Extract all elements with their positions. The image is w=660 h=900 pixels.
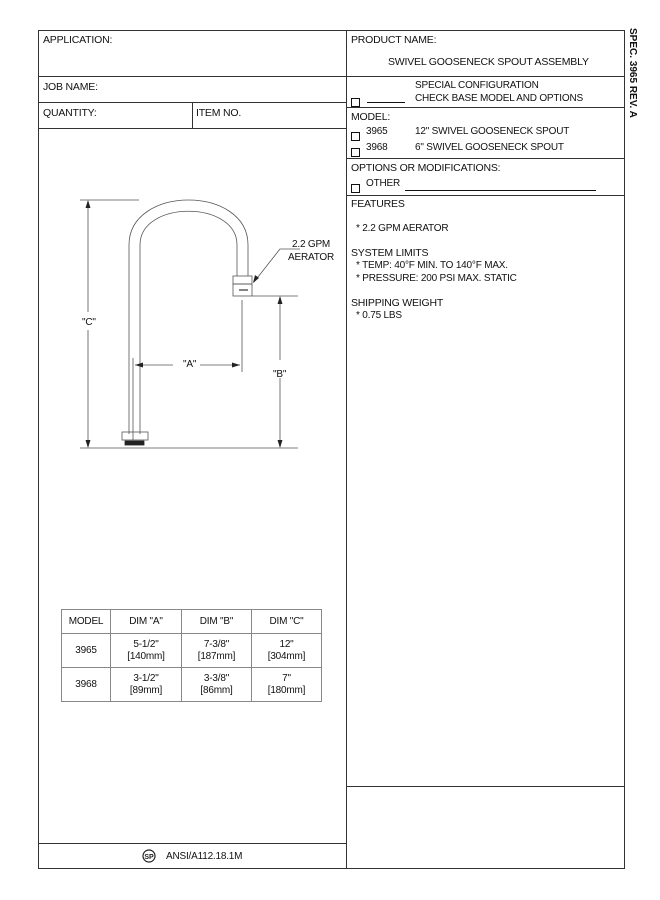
special-config-line1: SPECIAL CONFIGURATION	[415, 80, 539, 91]
divider	[38, 843, 346, 844]
divider	[38, 76, 346, 77]
divider	[346, 786, 625, 787]
gooseneck-spout-drawing	[70, 190, 350, 460]
table-header: DIM "B"	[182, 610, 252, 634]
special-config-line2: CHECK BASE MODEL AND OPTIONS	[415, 93, 583, 104]
table-cell-model: 3968	[62, 668, 111, 702]
table-cell	[111, 668, 182, 702]
other-checkbox[interactable]	[351, 179, 360, 197]
aerator-label: 2.2 GPM	[292, 239, 331, 250]
quantity-label: QUANTITY:	[43, 107, 97, 119]
divider	[346, 195, 625, 196]
application-field[interactable]	[40, 48, 344, 74]
table-cell-model: 3965	[62, 634, 111, 668]
svg-text:SP: SP	[144, 854, 154, 861]
divider	[346, 107, 625, 108]
item-no-label: ITEM NO.	[196, 107, 242, 119]
table-cell	[111, 634, 182, 668]
divider	[346, 158, 625, 159]
table-cell	[252, 634, 322, 668]
divider	[346, 76, 625, 77]
table-cell	[252, 668, 322, 702]
special-config-blank[interactable]	[367, 102, 405, 103]
product-name: SWIVEL GOOSENECK SPOUT ASSEMBLY	[388, 56, 589, 68]
dim-in: 7-3/8"	[203, 638, 230, 650]
table-header: DIM "A"	[111, 610, 182, 634]
table-header: DIM "C"	[252, 610, 322, 634]
features-title: FEATURES	[351, 198, 405, 210]
model-description: 12" SWIVEL GOOSENECK SPOUT	[415, 126, 570, 137]
dim-in: 3-1/2"	[133, 672, 159, 684]
table-row	[62, 634, 322, 668]
spec-number: SPEC. 3965 REV. A	[627, 28, 638, 118]
shipping-weight-item: * 0.75 LBS	[356, 310, 402, 321]
csa-icon	[142, 849, 156, 863]
system-limit-item: * TEMP: 40°F MIN. TO 140°F MAX.	[356, 260, 508, 271]
shipping-weight-title: SHIPPING WEIGHT	[351, 297, 444, 309]
other-label: OTHER	[366, 178, 401, 189]
aerator-label: AERATOR	[288, 252, 335, 263]
other-input-line[interactable]	[405, 190, 596, 191]
model-3968-checkbox[interactable]	[351, 143, 360, 161]
model-number: 3965	[366, 126, 388, 137]
job-name-label: JOB NAME:	[43, 81, 98, 93]
dim-in: 3-3/8"	[203, 672, 230, 684]
dimensions-table	[61, 609, 322, 702]
dim-b-label: "B"	[273, 369, 287, 380]
model-label: MODEL:	[351, 111, 391, 123]
dim-mm: [180mm]	[267, 684, 306, 696]
ansi-standard: ANSI/A112.18.1M	[166, 851, 243, 862]
table-row	[62, 668, 322, 702]
dim-in: 12"	[279, 638, 294, 650]
dim-c-label: "C"	[82, 317, 96, 328]
dim-a-label: "A"	[183, 359, 197, 370]
dim-mm: [89mm]	[129, 684, 163, 696]
dim-in: 5-1/2"	[133, 638, 159, 650]
system-limit-item: * PRESSURE: 200 PSI MAX. STATIC	[356, 273, 517, 284]
model-description: 6" SWIVEL GOOSENECK SPOUT	[415, 142, 564, 153]
feature-item: * 2.2 GPM AERATOR	[356, 223, 449, 234]
model-number: 3968	[366, 142, 388, 153]
dim-mm: [140mm]	[127, 650, 165, 662]
dim-in: 7"	[282, 672, 291, 684]
product-name-label: PRODUCT NAME:	[351, 34, 437, 46]
divider	[192, 102, 193, 128]
dim-mm: [86mm]	[200, 684, 233, 696]
divider	[38, 128, 346, 129]
dim-mm: [187mm]	[197, 650, 236, 662]
table-cell	[182, 668, 252, 702]
options-label: OPTIONS OR MODIFICATIONS:	[351, 162, 501, 174]
table-header: MODEL	[62, 610, 111, 634]
system-limits-title: SYSTEM LIMITS	[351, 247, 429, 259]
table-header-row	[62, 610, 322, 634]
special-config-checkbox[interactable]	[351, 93, 360, 111]
dim-mm: [304mm]	[267, 650, 306, 662]
application-label: APPLICATION:	[43, 34, 113, 46]
table-cell	[182, 634, 252, 668]
